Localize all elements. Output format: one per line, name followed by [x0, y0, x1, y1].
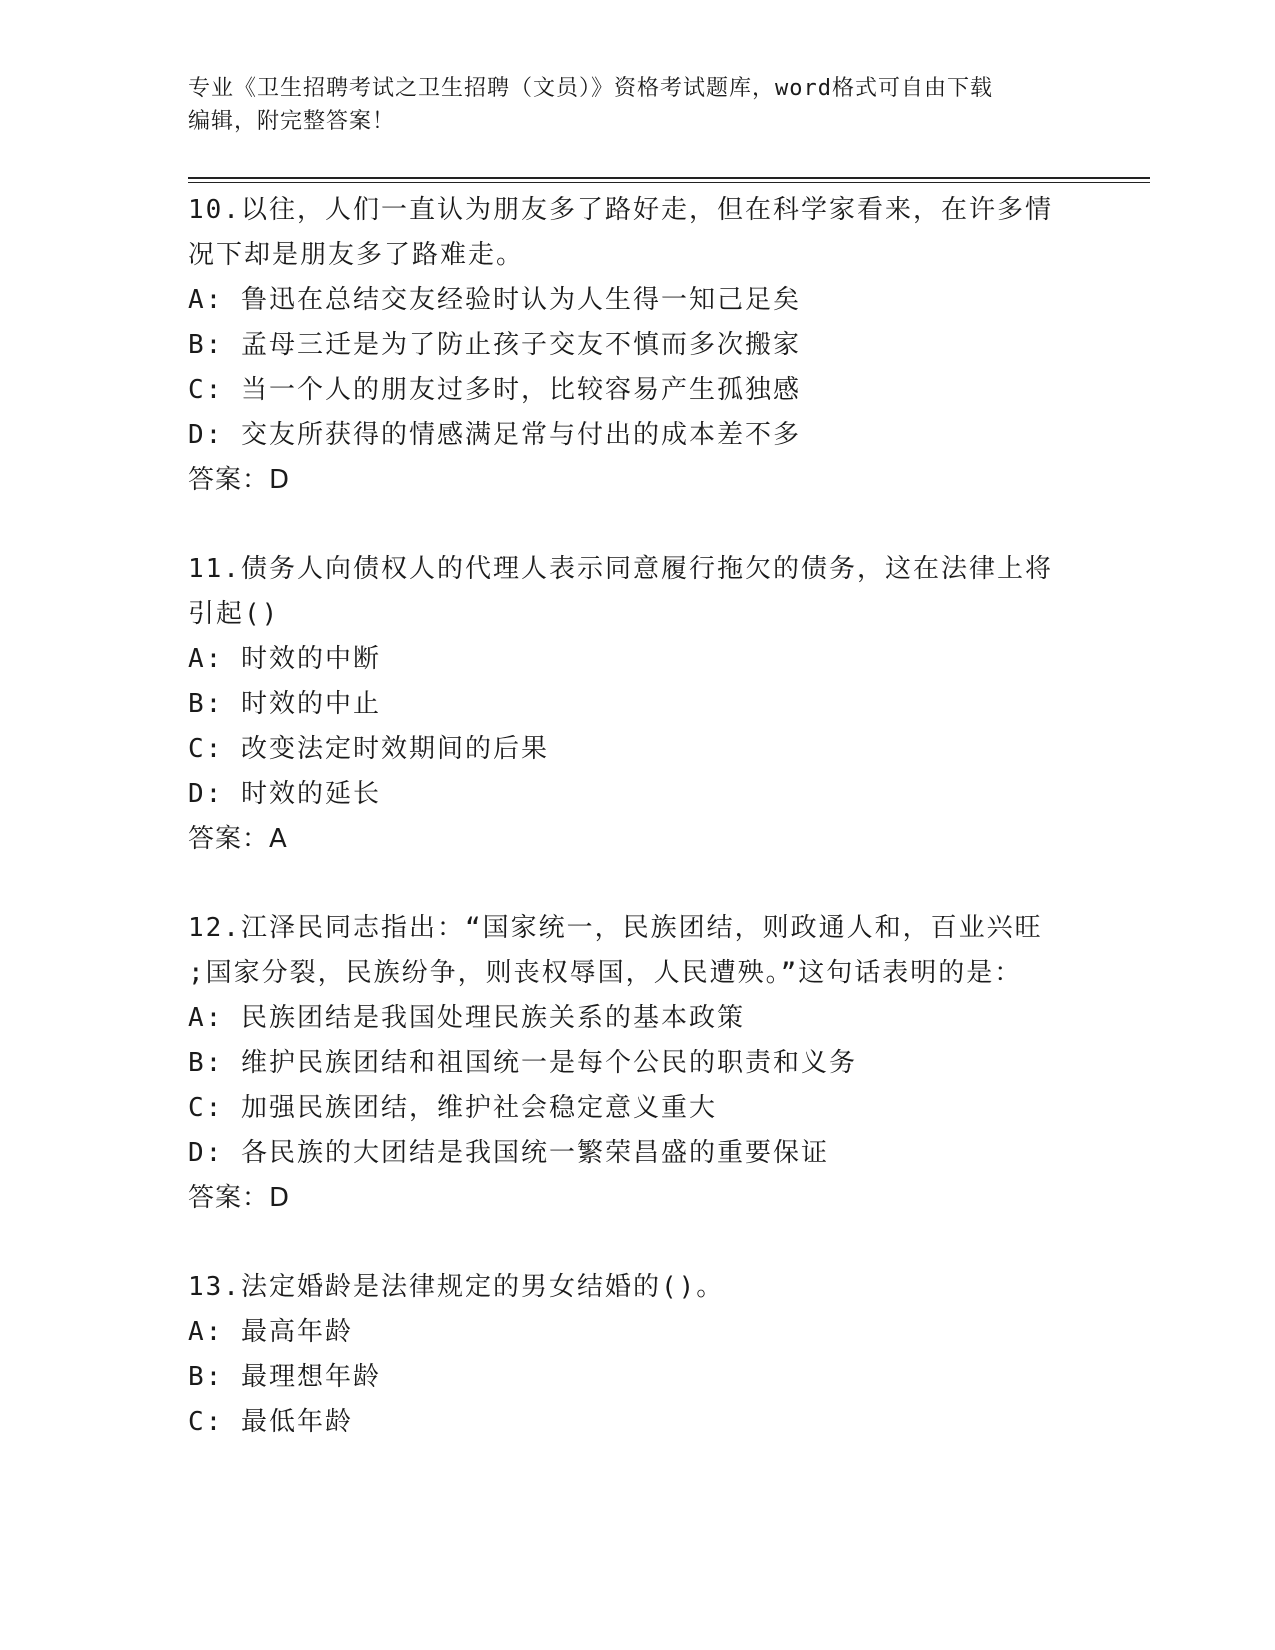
- option-d: D: 交友所获得的情感满足常与付出的成本差不多: [188, 420, 801, 450]
- question-list: [188, 188, 1088, 1489]
- question-stem-line: 引起(): [188, 599, 280, 629]
- question-stem: [188, 547, 1088, 637]
- question-stem-line: 况下却是朋友多了路难走。: [188, 240, 525, 270]
- question-13: [188, 1265, 1088, 1445]
- question-stem: [188, 1265, 1088, 1310]
- question-stem-line: 13.法定婚龄是法律规定的男女结婚的()。: [188, 1272, 725, 1302]
- question-stem: [188, 188, 1088, 278]
- option-b: B: 孟母三迁是为了防止孩子交友不慎而多次搬家: [188, 330, 801, 360]
- header-divider-thin: [188, 182, 1150, 183]
- option-d: D: 时效的延长: [188, 779, 381, 809]
- option-c: C: 当一个人的朋友过多时，比较容易产生孤独感: [188, 375, 801, 405]
- question-stem-line: 11.债务人向债权人的代理人表示同意履行拖欠的债务，这在法律上将: [188, 554, 1053, 584]
- question-11: [188, 547, 1088, 862]
- option-a: A: 民族团结是我国处理民族关系的基本政策: [188, 1003, 745, 1033]
- question-10: [188, 188, 1088, 503]
- option-a: A: 时效的中断: [188, 644, 381, 674]
- answer-label: 答案：D: [188, 465, 291, 495]
- option-c: C: 改变法定时效期间的后果: [188, 734, 549, 764]
- option-a: A: 鲁迅在总结交友经验时认为人生得一知己足矣: [188, 285, 801, 315]
- header-line-1: 专业《卫生招聘考试之卫生招聘（文员）》资格考试题库，word格式可自由下载: [188, 76, 993, 101]
- option-c: C: 加强民族团结，维护社会稳定意义重大: [188, 1093, 717, 1123]
- header-line-2: 编辑，附完整答案！: [188, 109, 396, 134]
- option-b: B: 最理想年龄: [188, 1362, 381, 1392]
- option-c: C: 最低年龄: [188, 1407, 353, 1437]
- question-12: [188, 906, 1088, 1221]
- option-a: A: 最高年龄: [188, 1317, 353, 1347]
- question-stem-line: 10.以往，人们一直认为朋友多了路好走，但在科学家看来，在许多情: [188, 195, 1053, 225]
- question-stem-line: ;国家分裂，民族纷争，则丧权辱国，人民遭殃。”这句话表明的是：: [188, 958, 1023, 988]
- answer-label: 答案：A: [188, 824, 288, 854]
- answer-label: 答案：D: [188, 1183, 291, 1213]
- document-header: [188, 72, 1088, 138]
- option-d: D: 各民族的大团结是我国统一繁荣昌盛的重要保证: [188, 1138, 829, 1168]
- header-divider-thick: [188, 177, 1150, 179]
- option-b: B: 时效的中止: [188, 689, 381, 719]
- option-b: B: 维护民族团结和祖国统一是每个公民的职责和义务: [188, 1048, 857, 1078]
- question-stem: [188, 906, 1088, 996]
- question-stem-line: 12.江泽民同志指出：“国家统一，民族团结，则政通人和，百业兴旺: [188, 913, 1043, 943]
